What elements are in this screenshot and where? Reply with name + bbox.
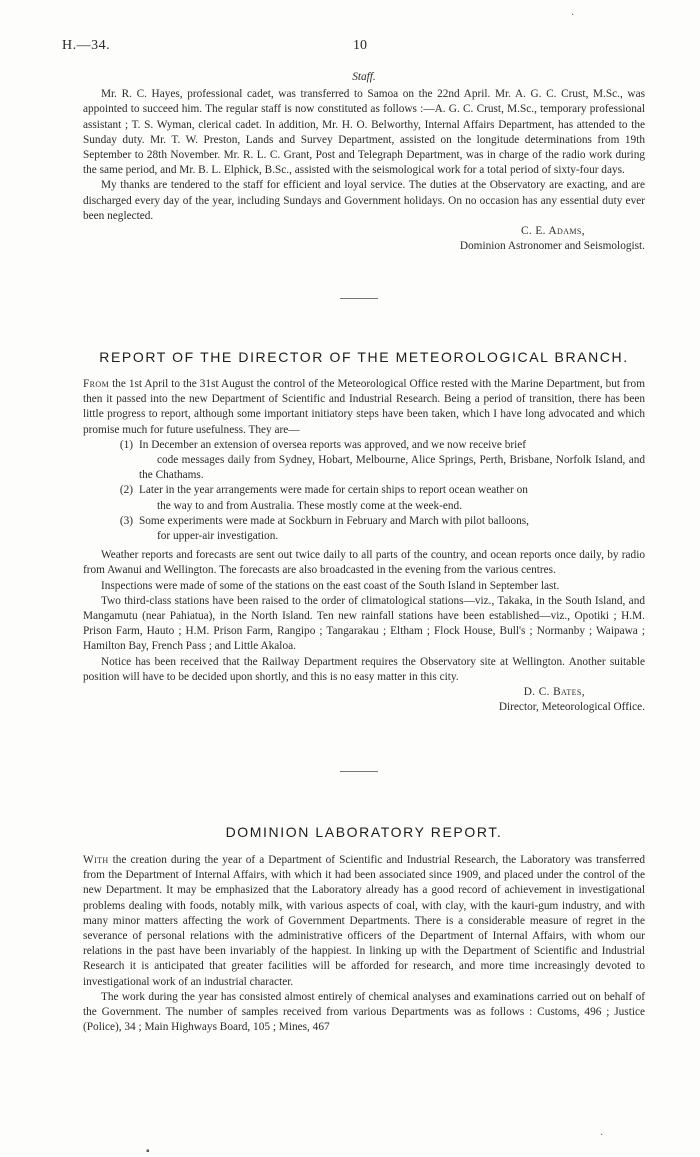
meteorological-intro: From the 1st April to the 31st August the control of the Meteorological Office rested with the Marine Department, but from then it passed into the new Department of Scientific and Industrial Research. Being a period of transition, there has been little progress to report, although some important initiatory steps have been taken, which I have long advocated and which promise much for future usefulness. They are— [83, 378, 645, 436]
inspections-paragraph: Inspections were made of some of the stations on the east coast of the South Island in September last. [101, 579, 560, 592]
print-speck: ▪ [146, 1146, 150, 1157]
section-divider [340, 771, 378, 772]
signature-name: C. E. Adams, [520, 225, 585, 238]
meteorological-section [83, 377, 645, 715]
list-item: (1) In December an extension of oversea reports was approved, and we now receive brief code messages daily from Sydney, Hobart, Melbourne, Alice Springs, Perth, Brisbane, Norfolk Island, and the Chathams. [119, 438, 645, 482]
initiatives-list [83, 438, 645, 544]
stations-paragraph: Two third-class stations have been raised to the order of climatological stations—viz., Takaka, in the South Island, and Mangamutu (near Pahiatua), in the North Island. Ten new rainfall stations have been established—viz., Opotiki ; H.M. Prison Farm, Hauto ; H.M. Prison Farm, Rangipo ; Tangarakau ; Eltham ; Flock House, Bull's ; Normanby ; Waipawa ; Hamilton Bay, French Pass ; and Little Akaloa. [83, 594, 645, 653]
list-item: (3) Some experiments were made at Sockburn in February and March with pilot balloons, for upper-air investigation. [119, 514, 529, 543]
staff-paragraph: Mr. R. C. Hayes, professional cadet, was transferred to Samoa on the 22nd April. Mr. A. G. C. Crust, M.Sc., was appointed to succeed him. The regular staff is now constituted as follows :—A. G. C. Crust, M.Sc., temporary professional assistant ; T. S. Wyman, clerical cadet. In addition, Mr. H. O. Belworthy, Internal Affairs Department, has attended to the Sunday duty. Mr. T. W. Preston, Lands and Survey Department, assisted on the longitude determinations from 19th September to 28th November. Mr. R. L. C. Grant, Post and Telegraph Department, was in charge of the radio work during the same period, and Mr. B. L. Elphick, B.Sc., assisted with the seismological work for a total period of sixty-four days. [83, 88, 645, 177]
laboratory-heading: DOMINION LABORATORY REPORT. [225, 824, 503, 840]
signature-name: D. C. Bates, [523, 686, 585, 699]
meteorological-heading: REPORT OF THE DIRECTOR OF THE METEOROLOGICAL BRANCH. [99, 349, 629, 365]
section-divider [340, 298, 378, 299]
signature-title: Director, Meteorological Office. [498, 701, 645, 714]
signature-title: Dominion Astronomer and Seismologist. [459, 240, 645, 253]
thanks-paragraph: My thanks are tendered to the staff for efficient and loyal service. The duties at the Observatory are exacting, and are discharged every day of the year, including Sundays and Government holidays. On no occasion has any essential duty ever been neglected. [83, 179, 645, 222]
laboratory-section [83, 853, 645, 1035]
weather-reports-paragraph: Weather reports and forecasts are sent out twice daily to all parts of the country, and ocean reports once daily, by radio from Awanui and Wellington. The forecasts are also broadcasted in the evening from the various centres. [83, 549, 645, 577]
staff-section [83, 70, 645, 254]
railway-paragraph: Notice has been received that the Railway Department requires the Observatory site at Wellington. Another suitable position will have to be decided upon shortly, and this is no easy matter in this city. [83, 655, 645, 683]
laboratory-paragraph: With the creation during the year of a Department of Scientific and Industrial Research, the Laboratory was transferred from the Department of Internal Affairs, with which it had been associated since 1909, and placed under the control of the new Department. It may be emphasized that the Laboratory already has a good record of achievement in investigational problems dealing with foods, notably milk, with various aspects of coal, with clay, with the kauri-gum industry, and with many minor matters affecting the work of Government Departments. There is a considerable measure of regret in the severance of personal relations with the administrative officers of the Department of Internal Affairs, with whom our relations in the past have been invariably of the happiest. In linking up with the Department of Scientific and Industrial Research it is anticipated that greater facilities will be afforded for research, and more time increasingly devoted to investigational work of an industrial character. [83, 854, 645, 988]
page-number: 10 [353, 38, 367, 53]
samples-paragraph: The work during the year has consisted almost entirely of chemical analyses and examinations carried out on behalf of the Government. The number of samples received from various Departments was as follows : Customs, 496 ; Justice (Police), 34 ; Main Highways Board, 105 ; Mines, 467 [83, 990, 645, 1034]
print-speck: · [600, 1130, 604, 1141]
document-reference: H.—34. [62, 38, 111, 53]
staff-title: Staff. [352, 71, 376, 83]
list-item: (2) Later in the year arrangements were made for certain ships to report ocean weather on the way to and from Australia. These mostly come at the week-end. [119, 484, 528, 512]
print-speck: · [571, 10, 575, 21]
